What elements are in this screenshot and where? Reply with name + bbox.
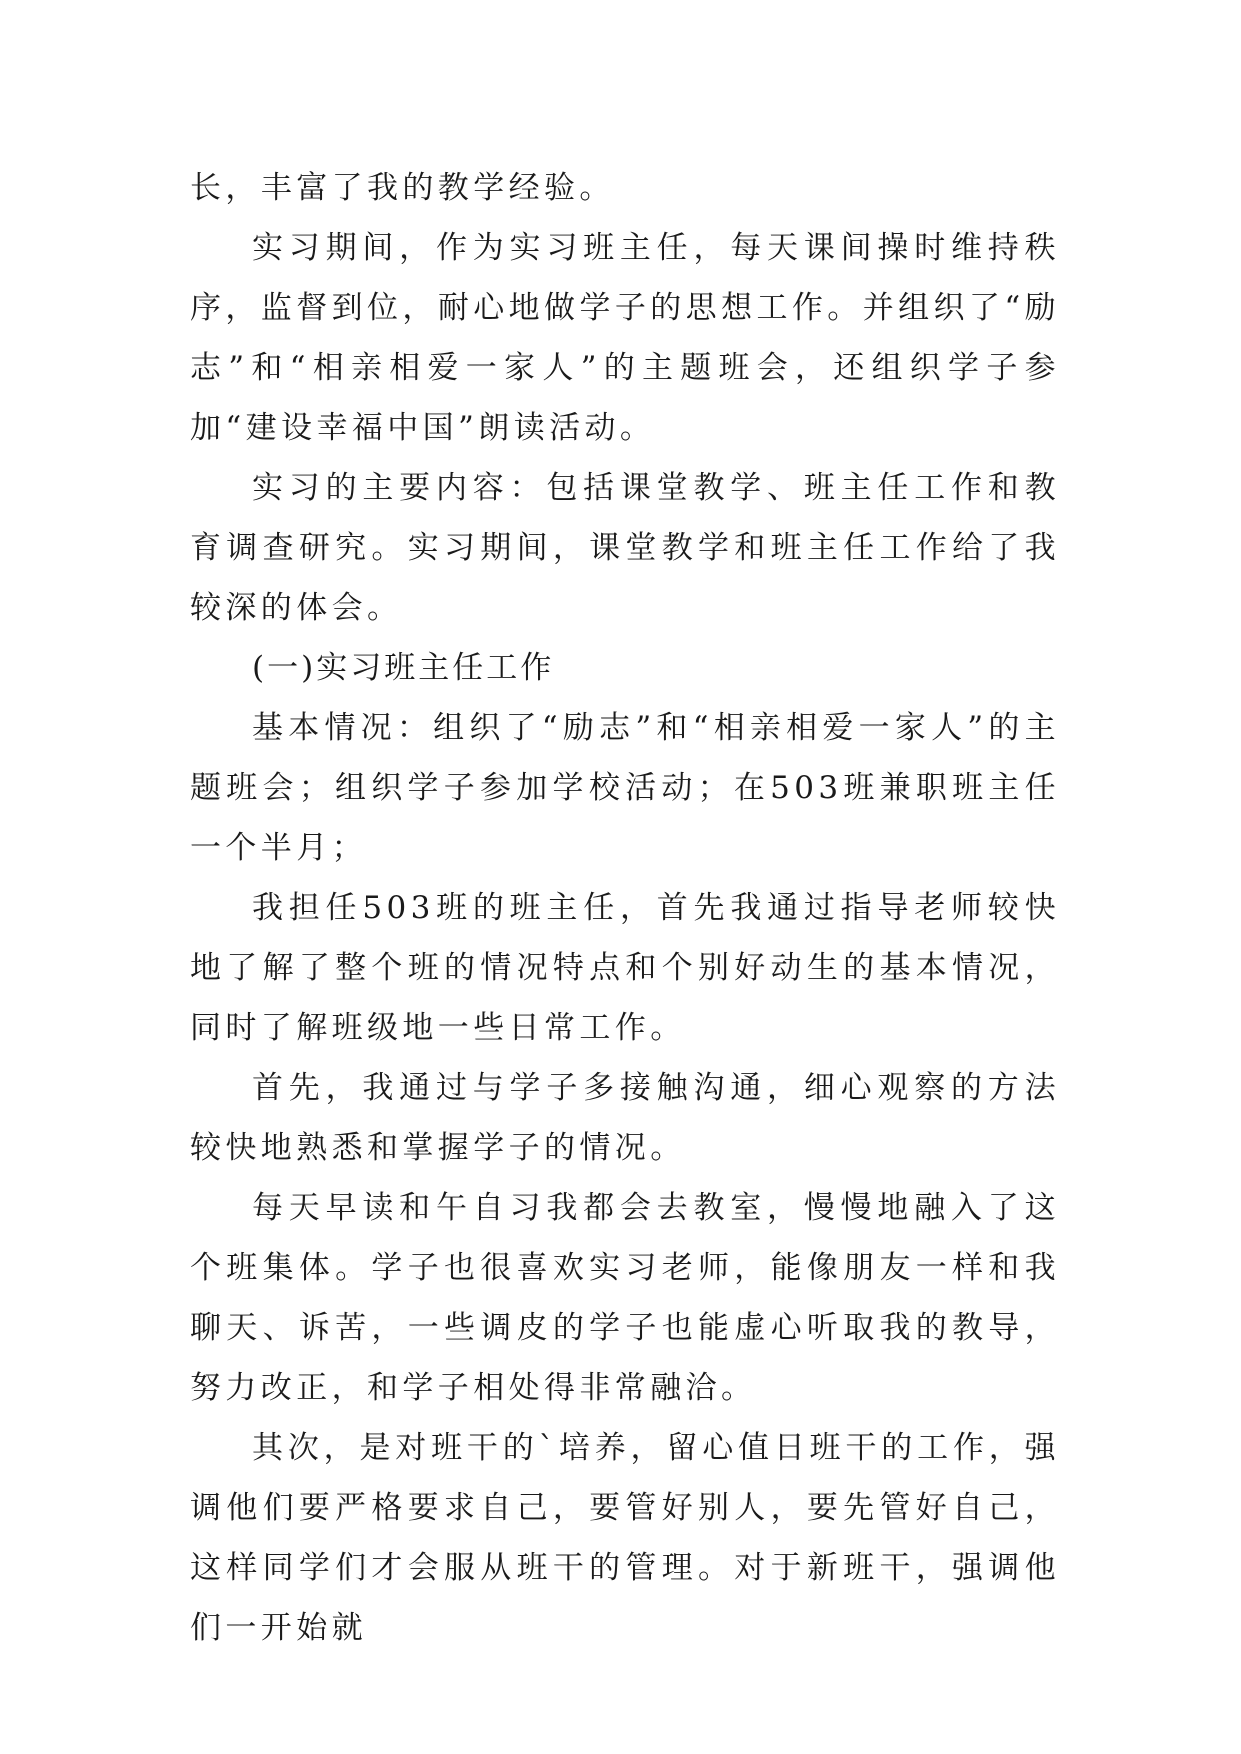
paragraph-internship-period: 实习期间，作为实习班主任，每天课间操时维持秩序，监督到位，耐心地做学子的思想工作。并组织了“励志”和“相亲相爱一家人”的主题班会，还组织学子参加“建设幸福中国”朗读活动。 xyxy=(190,230,1060,446)
paragraph-main-content: 实习的主要内容：包括课堂教学、班主任工作和教育调查研究。实习期间，课堂教学和班主任工作给了我较深的体会。 xyxy=(190,470,1060,626)
paragraph-first: 首先，我通过与学子多接触沟通，细心观察的方法较快地熟悉和掌握学子的情况。 xyxy=(190,1070,1060,1166)
paragraph-basic-situation: 基本情况：组织了“励志”和“相亲相爱一家人”的主题班会；组织学子参加学校活动；在503班兼职班主任一个半月； xyxy=(190,710,1060,866)
paragraph-continuation: 长，丰富了我的教学经验。 xyxy=(190,170,615,206)
document-body xyxy=(190,158,1060,1658)
paragraph-daily-reading: 每天早读和午自习我都会去教室，慢慢地融入了这个班集体。学子也很喜欢实习老师，能像朋友一样和我聊天、诉苦，一些调皮的学子也能虚心听取我的教导，努力改正，和学子相处得非常融洽。 xyxy=(190,1190,1060,1406)
paragraph-second: 其次，是对班干的`培养，留心值日班干的工作，强调他们要严格要求自己，要管好别人，要先管好自己，这样同学们才会服从班干的管理。对于新班干，强调他们一开始就 xyxy=(190,1430,1060,1646)
paragraph-class-503: 我担任503班的班主任，首先我通过指导老师较快地了解了整个班的情况特点和个别好动生的基本情况，同时了解班级地一些日常工作。 xyxy=(190,890,1060,1046)
section-heading-class-teacher: (一)实习班主任工作 xyxy=(252,650,555,686)
